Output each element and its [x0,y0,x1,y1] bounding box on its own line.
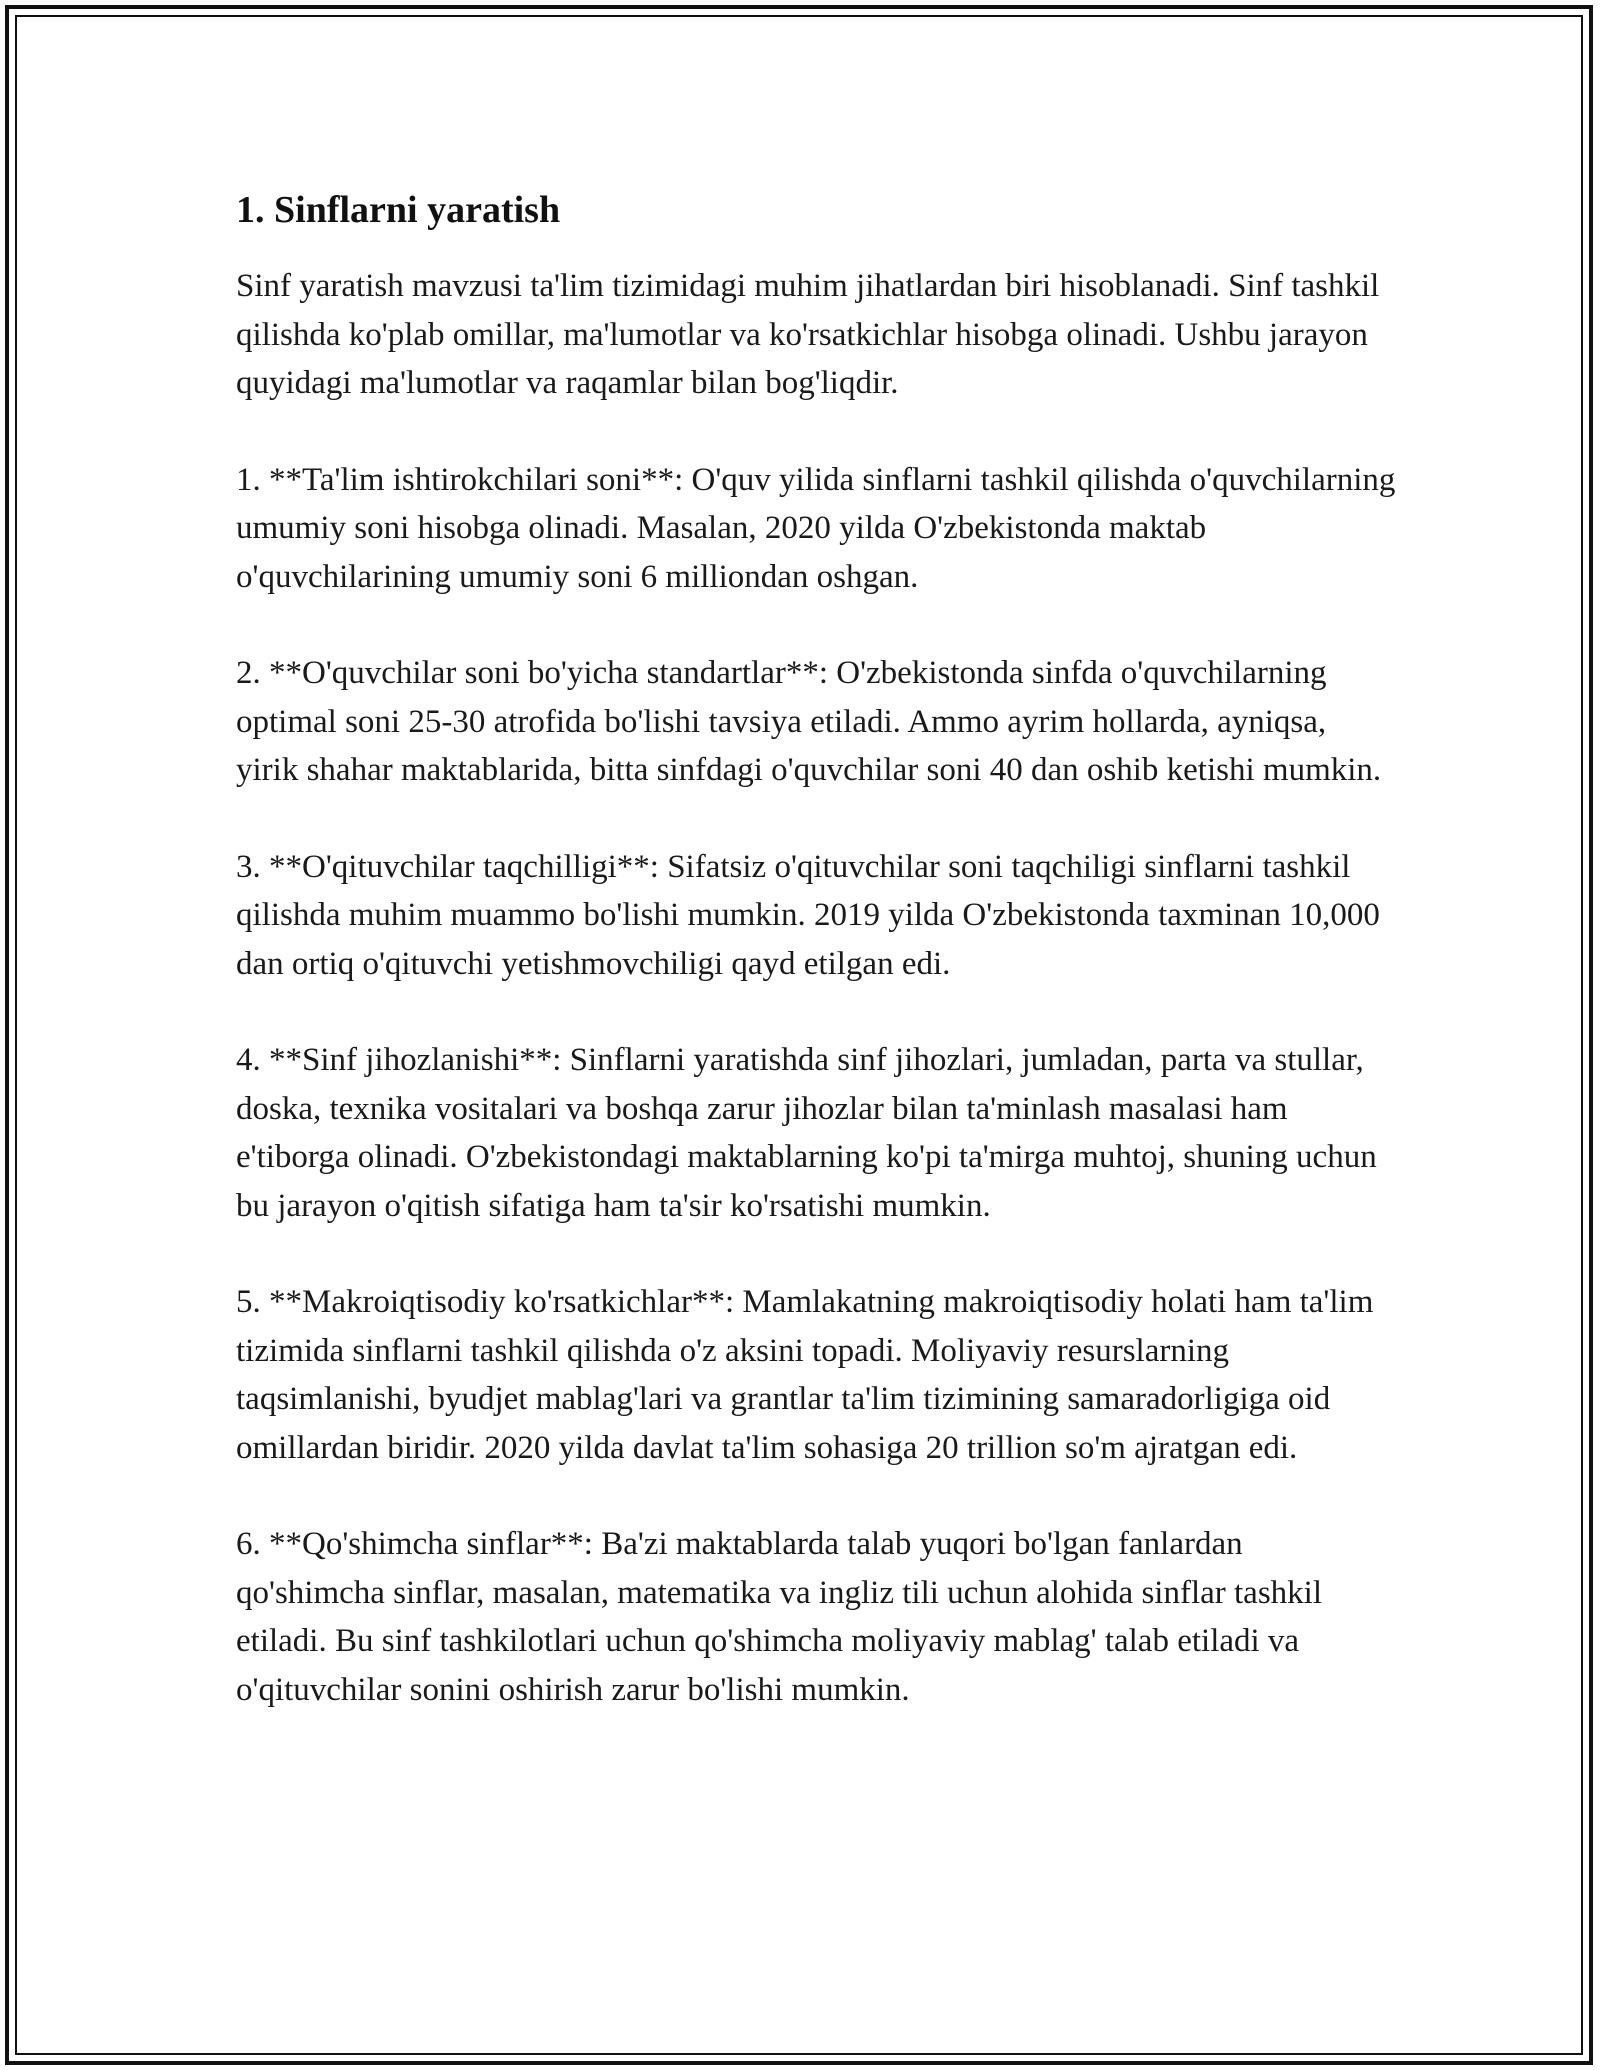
list-item-macroeconomic-indicators: 5. **Makroiqtisodiy ko'rsatkichlar**: Mamlakatning makroiqtisodiy holati ham ta'lim tizimida sinflarni tashkil qilishda o'z aksini topadi. Moliyaviy resurslarning taqsimlanishi, byudjet mablag'lari va grantlar ta'lim tizimining samaradorligiga oid omillardan biridir. 2020 yilda davlat ta'lim sohasiga 20 trillion so'm ajratgan edi. [236,1284,1374,1466]
document-body [236,186,1396,1762]
list-item-teacher-shortage: 3. **O'qituvchilar taqchilligi**: Sifatsiz o'qituvchilar soni taqchiligi sinflarni tashkil qilishda muhim muammo bo'lishi mumkin. 2019 yilda O'zbekistonda taxminan 10,000 dan ortiq o'qituvchi yetishmovchiligi qayd etilgan edi. [236,848,1380,982]
list-item-additional-classes: 6. **Qo'shimcha sinflar**: Ba'zi maktablarda talab yuqori bo'lgan fanlardan qo'shimcha sinflar, masalan, matematika va ingliz tili uchun alohida sinflar tashkil etiladi. Bu sinf tashkilotlari uchun qo'shimcha moliyaviy mablag' talab etiladi va o'qituvchilar sonini oshirish zarur bo'lishi mumkin. [236,1526,1323,1708]
section-heading: 1. Sinflarni yaratish [236,189,561,231]
list-item-class-size-standards: 2. **O'quvchilar soni bo'yicha standartlar**: O'zbekistonda sinfda o'quvchilarning optimal soni 25-30 atrofida bo'lishi tavsiya etiladi. Ammo ayrim hollarda, ayniqsa, yirik shahar maktablarida, bitta sinfdagi o'quvchilar soni 40 dan oshib ketishi mumkin. [236,655,1382,788]
list-item-class-equipment: 4. **Sinf jihozlanishi**: Sinflarni yaratishda sinf jihozlari, jumladan, parta va stullar, doska, texnika vositalari va boshqa zarur jihozlar bilan ta'minlash masalasi ham e'tiborga olinadi. O'zbekistondagi maktablarning ko'pi ta'mirga muhtoj, shuning uchun bu jarayon o'qitish sifatiga ham ta'sir ko'rsatishi mumkin. [236,1042,1377,1224]
list-item-students-count: 1. **Ta'lim ishtirokchilari soni**: O'quv yilida sinflarni tashkil qilishda o'quvchilarning umumiy soni hisobga olinadi. Masalan, 2020 yilda O'zbekistonda maktab o'quvchilarining umumiy soni 6 milliondan oshgan. [236,461,1396,595]
intro-paragraph: Sinf yaratish mavzusi ta'lim tizimidagi muhim jihatlardan biri hisoblanadi. Sinf tashkil qilishda ko'plab omillar, ma'lumotlar va ko'rsatkichlar hisobga olinadi. Ushbu jarayon quyidagi ma'lumotlar va raqamlar bilan bog'liqdir. [236,268,1380,401]
